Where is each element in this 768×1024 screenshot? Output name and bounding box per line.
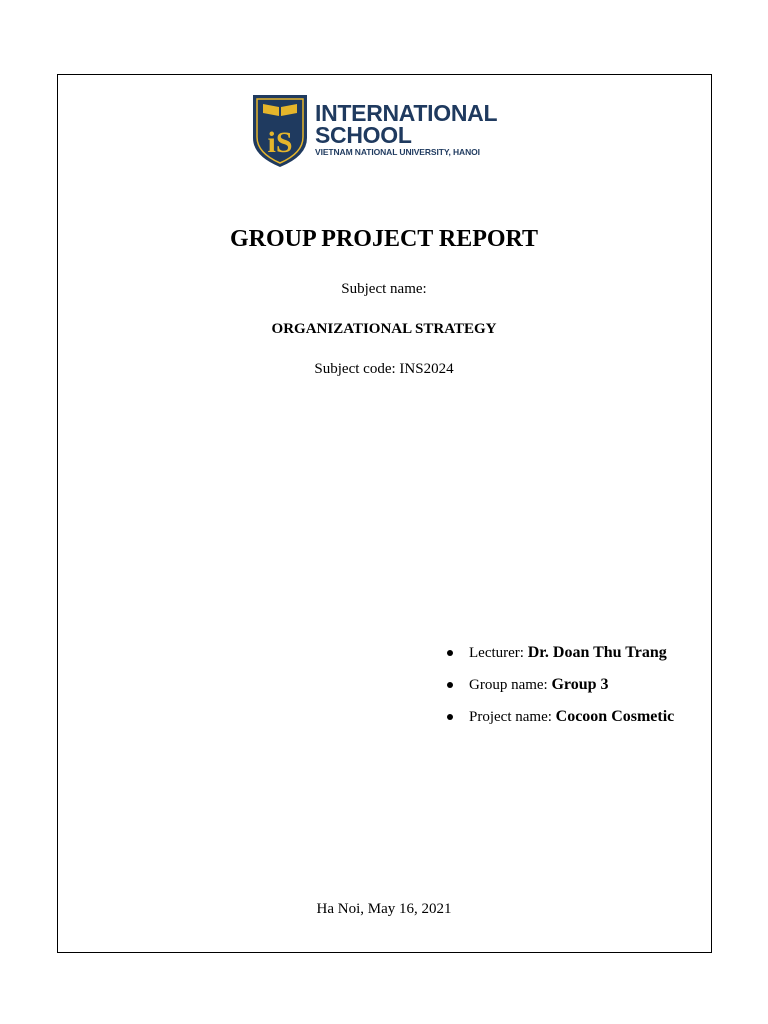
bullet-icon: [447, 714, 453, 720]
lecturer-label: Lecturer:: [469, 645, 528, 661]
report-info-list: [447, 642, 674, 738]
logo-line-1: INTERNATIONAL: [315, 100, 498, 126]
shield-icon: [251, 92, 309, 168]
report-title: GROUP PROJECT REPORT: [229, 226, 539, 252]
group-label: Group name:: [469, 677, 552, 693]
logo-wordmark: [315, 102, 497, 157]
project-label: Project name:: [469, 709, 556, 725]
subject-code: Subject code: INS2024: [314, 361, 454, 377]
subject-name: ORGANIZATIONAL STRATEGY: [271, 321, 497, 337]
list-item-lecturer: [447, 642, 674, 674]
list-item-project: [447, 706, 674, 738]
place-date: Ha Noi, May 16, 2021: [316, 901, 452, 917]
logo-monogram: iS: [267, 126, 293, 159]
bullet-icon: [447, 650, 453, 656]
group-value: Group 3: [551, 676, 609, 693]
page-border: [57, 74, 712, 953]
logo-line-3: VIETNAM NATIONAL UNIVERSITY, HANOI: [315, 147, 480, 157]
logo-line-2: SCHOOL: [315, 122, 412, 148]
lecturer-value: Dr. Doan Thu Trang: [527, 644, 667, 661]
bullet-icon: [447, 682, 453, 688]
project-value: Cocoon Cosmetic: [555, 708, 675, 725]
subject-label: Subject name:: [341, 281, 427, 297]
school-logo: [251, 92, 521, 170]
list-item-group: [447, 674, 674, 706]
